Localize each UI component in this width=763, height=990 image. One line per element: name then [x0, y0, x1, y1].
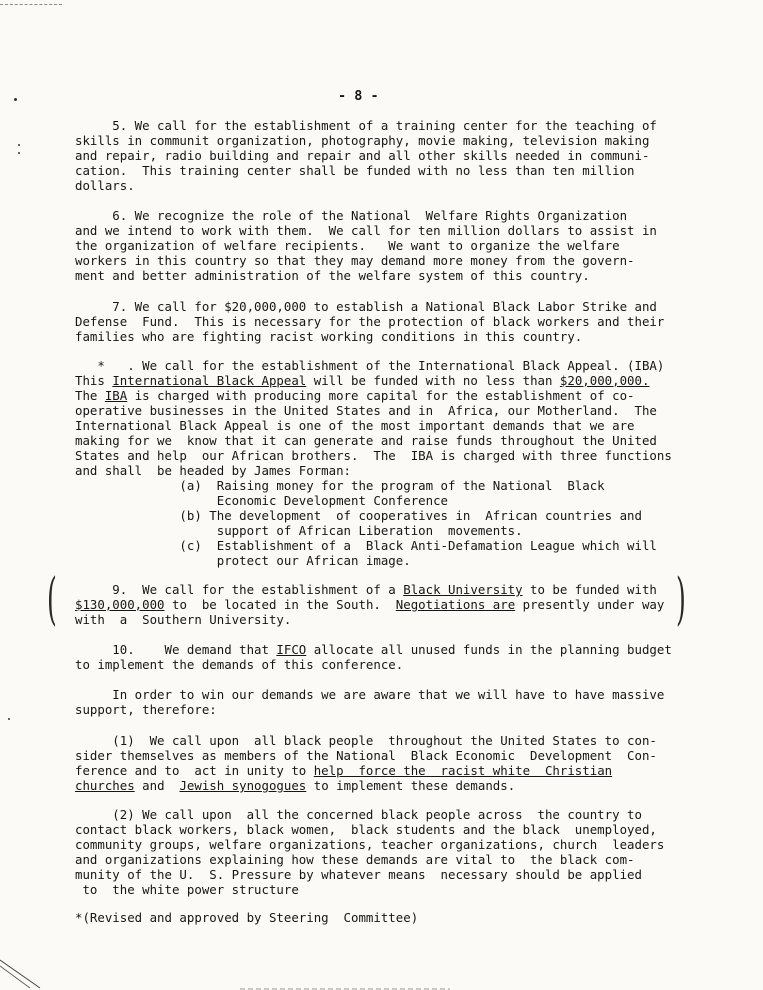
margin-speck — [14, 98, 17, 101]
paragraph-point-2 — [75, 807, 675, 897]
text-line: making for we know that it can generate and raise funds throughout the United — [75, 433, 657, 448]
text-line: support, therefore: — [75, 702, 217, 717]
text-line: (1) We call upon all black people throughout the United States to con- — [75, 733, 657, 748]
scan-edge-line — [0, 966, 30, 988]
footnote-text: *(Revised and approved by Steering Committee) — [75, 910, 419, 925]
text-line: sider themselves as members of the National Black Economic Development Con- — [75, 748, 657, 763]
text-run: with a — [75, 612, 143, 627]
text-line: 6. We recognize the role of the National Welfare Rights Organization — [75, 208, 628, 223]
text-line: and shall be headed by James Forman: — [75, 463, 352, 478]
right-bracket-mark: ) — [676, 567, 686, 632]
paragraph-10 — [75, 642, 675, 672]
text-run: allocate all unused funds in the planning budget — [306, 642, 672, 657]
underlined-text: International Black Appeal — [112, 373, 307, 388]
text-run: 10. We demand that — [75, 642, 277, 657]
list-item: protect our African image. — [75, 553, 411, 568]
underlined-text: churches — [75, 778, 135, 793]
text-run: This — [75, 373, 113, 388]
margin-speck — [8, 718, 10, 720]
top-edge-mark — [0, 4, 62, 5]
text-line: and repair, radio building and repair and all other skills needed in communi- — [75, 148, 650, 163]
text-run: to implement these demands. — [306, 778, 516, 793]
text-run: is charged with producing more capital for the establishment of co- — [127, 388, 635, 403]
text-line: dollars. — [75, 178, 135, 193]
list-item: support of African Liberation movements. — [75, 523, 523, 538]
text-line — [75, 388, 675, 403]
list-item: (c) Establishment of a Black Anti-Defamation League which will — [75, 538, 657, 553]
left-bracket-mark: ( — [47, 567, 57, 632]
text-line: cation. This training center shall be funded with no less than ten million — [75, 163, 635, 178]
paragraph-6 — [75, 208, 675, 283]
page-number: - 8 - — [338, 88, 379, 104]
text-line: 5. We call for the establishment of a training center for the teaching of — [75, 118, 657, 133]
text-line: community groups, welfare organizations, teacher organizations, church leaders — [75, 837, 665, 852]
footnote — [75, 910, 675, 925]
paragraph-support — [75, 687, 675, 717]
text-line: workers in this country so that they may demand more money from the govern- — [75, 253, 635, 268]
underlined-text: Black University — [403, 582, 523, 597]
text-line — [75, 642, 675, 657]
text-line — [75, 373, 675, 388]
scan-corner-marks — [0, 950, 763, 990]
text-line: In order to win our demands we are aware that we will have to have massive — [75, 687, 665, 702]
text-line: the organization of welfare recipients. We want to organize the welfare — [75, 238, 620, 253]
text-line: and we intend to work with them. We call for ten million dollars to assist in — [75, 223, 657, 238]
text-run: 9. We call for the establishment of a — [75, 582, 404, 597]
text-line: families who are fighting racist working conditions in this country. — [75, 329, 583, 344]
paragraph-8 — [75, 358, 675, 568]
text-line: munity of the U. S. Pressure by whatever means necessary should be applied — [75, 867, 642, 882]
text-line: 7. We call for $20,000,000 to establish a National Black Labor Strike and — [75, 299, 657, 314]
text-line: * . We call for the establishment of the International Black Appeal. (IBA) — [75, 358, 665, 373]
text-line: and organizations explaining how these demands are vital to the black com- — [75, 852, 635, 867]
underlined-text: Negotiations are — [395, 597, 516, 612]
underlined-amount: $20,000,000. — [559, 373, 650, 388]
list-item: Economic Development Conference — [75, 493, 448, 508]
underlined-text: IBA — [104, 388, 128, 403]
list-item: (a) Raising money for the program of the National Black — [75, 478, 605, 493]
text-line: skills in communit organization, photography, movie making, television making — [75, 133, 650, 148]
text-run: and — [134, 778, 180, 793]
text-line: ment and better administration of the welfare system of this country. — [75, 268, 590, 283]
scan-edge-line — [0, 960, 40, 988]
underlined-text: IFCO — [276, 642, 307, 657]
text-run: The — [75, 388, 105, 403]
text-run: will be funded with no less than — [306, 373, 560, 388]
text-line — [75, 612, 675, 627]
text-run: Southern University. — [142, 612, 292, 627]
text-line — [75, 597, 675, 612]
list-item: (b) The development of cooperatives in African countries and — [75, 508, 642, 523]
text-line — [75, 778, 675, 793]
text-line: contact black workers, black women, black students and the black unemployed, — [75, 822, 657, 837]
underlined-text: Jewish synogogues — [179, 778, 307, 793]
text-line — [75, 582, 675, 597]
text-line: operative businesses in the United States and in Africa, our Motherland. The — [75, 403, 657, 418]
text-run: presently under way — [515, 597, 665, 612]
paragraph-5 — [75, 118, 675, 193]
text-run: ference and to act in unity to — [75, 763, 314, 778]
underlined-text: help force the racist white Christian — [313, 763, 613, 778]
paragraph-9 — [75, 582, 675, 627]
text-line: International Black Appeal is one of the most important demands that we are — [75, 418, 635, 433]
text-run: to be funded with — [522, 582, 657, 597]
text-line: to the white power structure — [75, 882, 299, 897]
margin-speck — [18, 144, 20, 146]
text-line: Defense Fund. This is necessary for the protection of black workers and their — [75, 314, 665, 329]
text-run: to be located in the South. — [164, 597, 396, 612]
paragraph-7 — [75, 299, 675, 344]
text-line — [75, 763, 675, 778]
text-line: States and help our African brothers. The IBA is charged with three functions — [75, 448, 672, 463]
margin-speck — [18, 152, 20, 154]
text-line: to implement the demands of this conference. — [75, 657, 404, 672]
text-line: (2) We call upon all the concerned black people across the country to — [75, 807, 642, 822]
paragraph-point-1 — [75, 733, 675, 793]
underlined-amount: $130,000,000 — [75, 597, 165, 612]
